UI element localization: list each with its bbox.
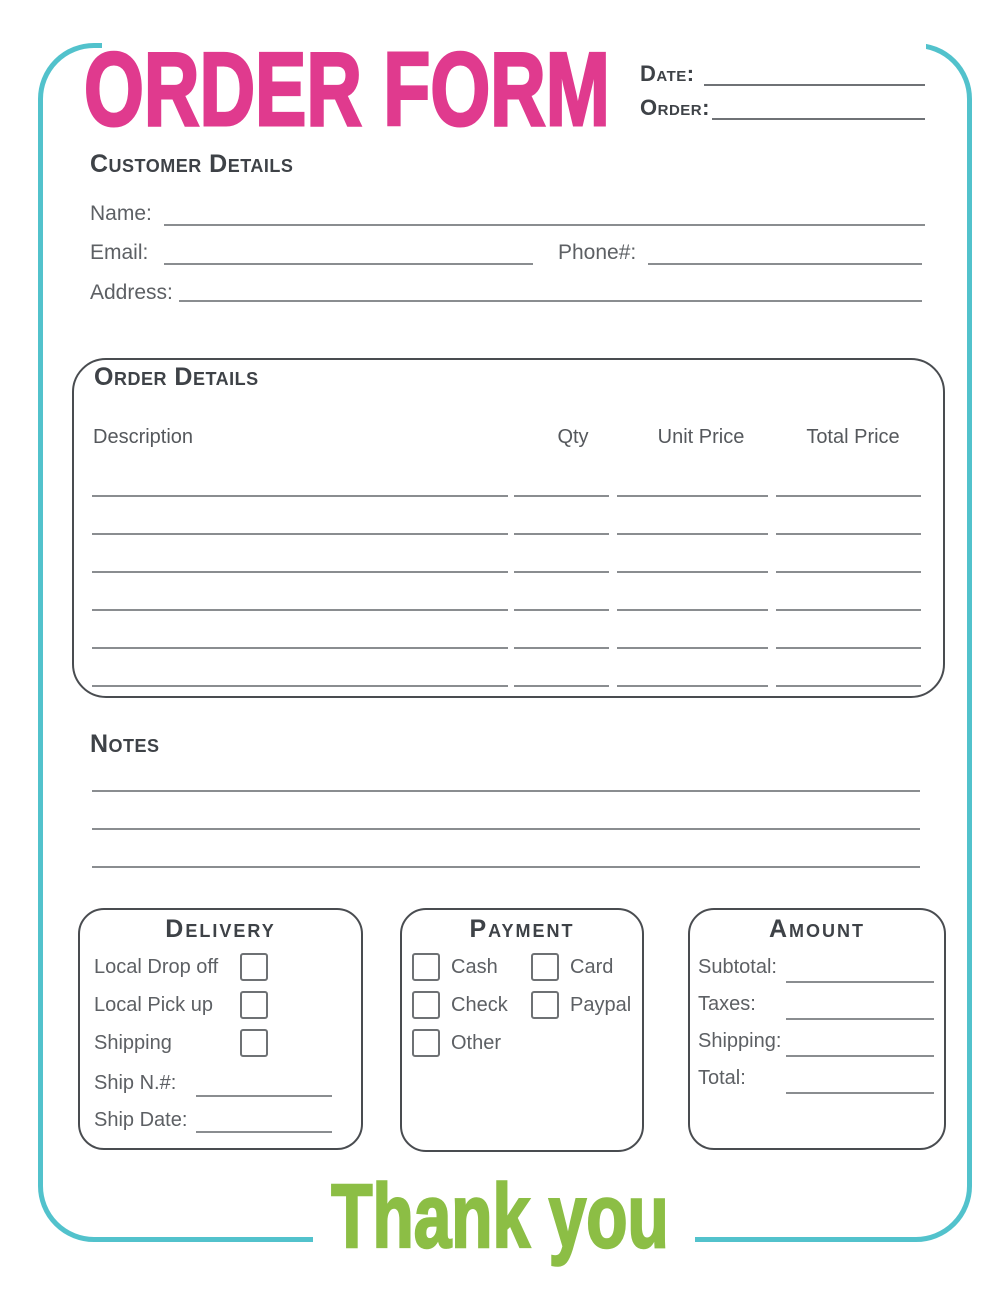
column-header-description: Description [93,426,194,448]
delivery-option-row [94,986,270,1024]
address-label: Address: [90,281,173,304]
payment-option-label: Check [451,993,508,1016]
order-number-field[interactable] [712,118,925,120]
payment-option-label: Other [451,1031,502,1054]
amount-field-row [698,986,938,1023]
payment-option-row [531,948,631,986]
notes-line-field[interactable] [92,792,920,830]
payment-option-row [412,986,508,1024]
date-field[interactable] [704,84,925,86]
amount-value-field[interactable] [786,1018,934,1020]
payment-option-row [531,986,631,1024]
unit-price-field[interactable] [617,685,768,687]
delivery-option-label: Shipping [94,1031,172,1054]
email-field[interactable] [164,263,533,265]
delivery-option-row [94,948,270,986]
amount-field-row [698,949,938,986]
payment-option-checkbox[interactable] [531,991,559,1019]
delivery-option-checkbox[interactable] [240,1029,268,1057]
delivery-option-label: Local Pick up [94,993,213,1016]
order-table-row [0,497,1000,535]
amount-value-field[interactable] [786,1055,934,1057]
order-table-row [0,573,1000,611]
order-table-row [0,535,1000,573]
notes-heading: Notes [90,730,160,758]
payment-options-column-1 [412,948,508,1062]
order-table-row [0,611,1000,649]
amount-field-label: Shipping: [698,1030,782,1052]
customer-details-heading: Customer Details [90,150,294,178]
total-price-field[interactable] [776,685,921,687]
payment-option-label: Paypal [570,993,632,1016]
qty-field[interactable] [514,685,609,687]
thank-you-text: Thank you [331,1167,669,1267]
payment-option-checkbox[interactable] [531,953,559,981]
column-header-unit-price: Unit Price [657,426,745,448]
payment-option-label: Card [570,955,614,978]
payment-options-column-2 [531,948,631,1024]
order-table [0,459,1000,687]
delivery-options [94,948,270,1062]
order-table-row [0,649,1000,687]
date-label: Date: [640,61,695,86]
name-label: Name: [90,202,152,225]
payment-option-label: Cash [451,955,498,978]
amount-value-field[interactable] [786,981,934,983]
ship-date-label: Ship Date: [94,1109,188,1131]
amount-field-row [698,1060,938,1097]
column-header-total-price: Total Price [806,426,900,448]
delivery-option-checkbox[interactable] [240,991,268,1019]
amount-field-label: Total: [698,1067,746,1089]
amount-field-label: Taxes: [698,993,756,1015]
delivery-option-row [94,1024,270,1062]
amount-heading: Amount [768,915,866,943]
amount-value-field[interactable] [786,1092,934,1094]
ship-number-field[interactable] [196,1095,332,1097]
amount-fields [698,949,938,1097]
amount-field-row [698,1023,938,1060]
order-number-label: Order: [640,95,710,120]
name-field[interactable] [164,224,925,226]
delivery-option-label: Local Drop off [94,955,219,978]
payment-option-row [412,1024,508,1062]
page-title: ORDER FORM [84,32,610,148]
ship-date-field[interactable] [196,1131,332,1133]
delivery-heading: Delivery [165,915,276,943]
notes-line-field[interactable] [92,754,920,792]
order-details-heading: Order Details [94,363,259,391]
email-label: Email: [90,241,149,264]
phone-field[interactable] [648,263,922,265]
notes-area [92,754,920,868]
payment-option-checkbox[interactable] [412,953,440,981]
ship-number-label: Ship N.#: [94,1072,177,1094]
description-field[interactable] [92,685,508,687]
delivery-option-checkbox[interactable] [240,953,268,981]
address-field[interactable] [179,300,922,302]
payment-heading: Payment [469,915,575,943]
order-table-row [0,459,1000,497]
payment-option-checkbox[interactable] [412,991,440,1019]
payment-option-row [412,948,508,986]
payment-option-checkbox[interactable] [412,1029,440,1057]
amount-field-label: Subtotal: [698,956,777,978]
notes-line-field[interactable] [92,830,920,868]
phone-label: Phone#: [558,241,637,264]
column-header-qty: Qty [557,426,589,448]
